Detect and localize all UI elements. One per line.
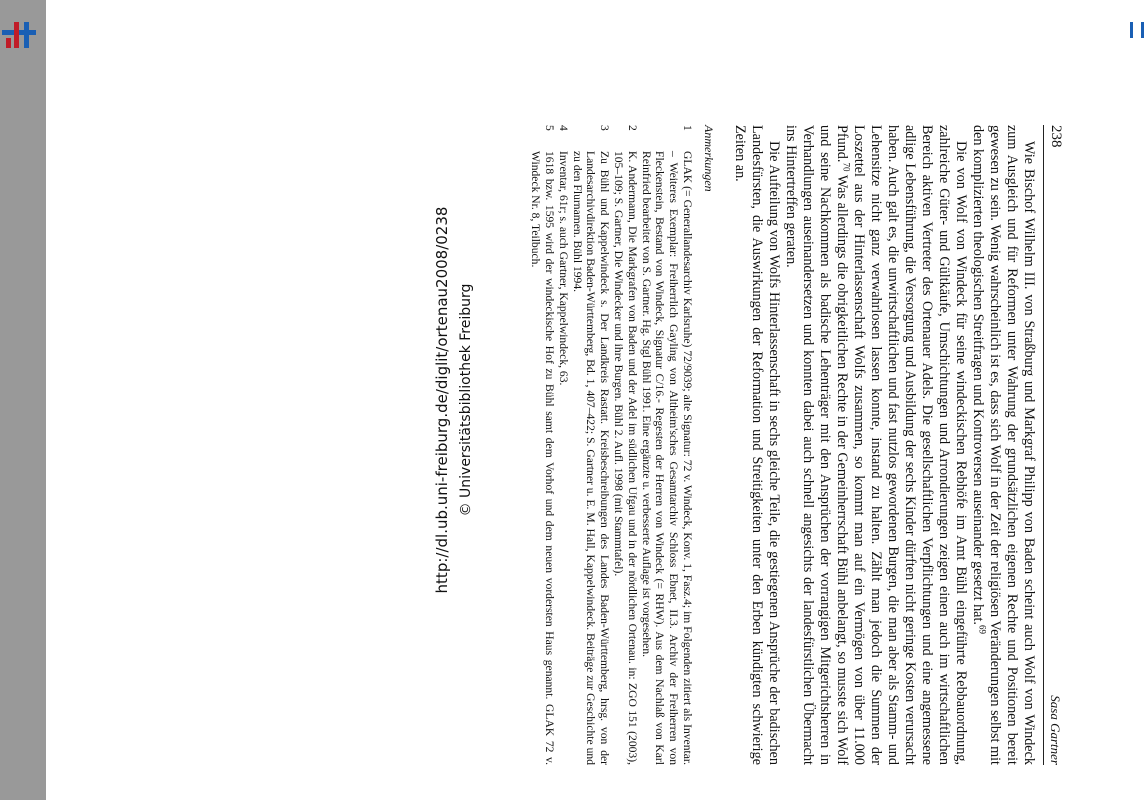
copyright-notice: © Universitätsbibliothek Freiburg: [458, 283, 474, 517]
right-edge-strip: [1130, 0, 1148, 800]
page-header: [1043, 125, 1064, 765]
footnote: 1 GLAK (= Generallandesarchiv Karlsruhe) 72/9039; alte Signatur: 72 v. Windeck, Konv. 1, Fasz.4; im Folgenden zitiert als Inventar. – Weiteres Exemplar: Freiherrlich Gayling von Altheim'sches Gesamtarchiv Schloss Ebnet, II.3. Archiv der Freiherren von Fleckenstein, Bestand von Windeck, Signatur C/16.- Regesten der Herren von Windeck (= RHW). Aus dem Nachlaß von Karl Reinfried bearbeitet von S. Gartner. Hg. Stgl Bühl 1991. Eine ergänzte u. verbesserte Auflage ist vorgesehen.: [639, 125, 694, 765]
body-text: [731, 125, 1037, 765]
left-sidebar-strip: [0, 0, 46, 800]
footnote: 2 K. Andermann, Die Markgrafen von Baden und der Adel im südlichen Ufgau und in der nördlichen Ortenau. in: ZGO 151 (2003), 105–109; S. Gartner, Die Windecker und ihre Burgen. Bühl 2. Aufl. 1998 (mit Stammtafel).: [612, 125, 639, 765]
footnote: 3 Zu Bühl und Kappelwindeck s. Der Landkreis Rastatt. Kreisbeschreibungen des Landes Baden-Württemberg, hrsg. von der Landesarchivdirektion Baden-Württemberg, Bd. 1, 407–422; S. Gartner u. E. M. Hall, Kappelwindeck. Beiträge zur Geschichte und zu den Flurnamen. Bühl 1994.: [570, 125, 612, 765]
footnote: 5 1618 bzw. 1595 wird der windeckische Hof zu Bühl samt dem Vorhof und dem neuen vordersten Haus genannt. GLAK 72 v. Windeck Nr. 8, Teilbuch.: [529, 125, 557, 765]
page-number: 238: [1048, 125, 1064, 148]
running-author: Sasa Gartner: [1048, 695, 1063, 765]
document-url[interactable]: http://dl.ub.uni-freiburg.de/diglit/ortenau2008/0238: [433, 206, 451, 594]
footnote-ref: 70: [841, 162, 852, 172]
corner-mark-icon: [1130, 22, 1144, 38]
paragraph: Die von Wolf von Windeck für seine windeckischen Rebhöfe im Amt Bühl eingeführte Rebbauordnung, zahlreiche Güter- und Gültkäufe, Umschichtungen und Arrondierungen zeigen einen auch im wirtschaftlichen Bereich aktiven Vertreter des Ortenauer Adels. Die gesellschaftlichen Verpflichtungen und eine angemessene adlige Lebensführung, die Versorgung und Ausbildung der sechs Kinder dürften nicht geringe Kosten verursacht haben. Auch galt es, die unwirtschaftlichen und fast nutzlos gewordenen Burgen, die man aber als Stamm- und Lehensitze nicht ganz verwahrlosen lassen konnte, instand zu halten. Zählt man jedoch die Summen der Loszettel aus der Hinterlassenschaft Wolfs zusammen, so kommt man auf ein Vermögen von über 11.000 Pfund.$^{70}$ Was allerdings die obrigkeitlichen Rechte in der Gemeinherrschaft Bühl anbelangt, so musste sich Wolf und seine Nachkommen als badische Lehenträger mit den Ansprüchen der vorrangigen Mitgerichtsherren in Verhandlungen auseinandersetzen und konnten dabei auch schnell angesichts der landesfürstlichen Übermacht ins Hintertreffen geraten.: [783, 125, 969, 765]
library-logo-icon: [0, 18, 40, 52]
document-page: [464, 125, 1064, 765]
footnotes: [528, 125, 694, 765]
paragraph: Die Aufteilung von Wolfs Hinterlassenschaft in sechs gleiche Teile, die gestiegenen Ansprüche der badischen Landesfürsten, die Auswirkungen der Reformation und Streitigkeiten unter den Erben kündigten schwierige Zeiten an.: [732, 125, 782, 765]
footnote-ref: 69: [977, 624, 988, 634]
paragraph: Wie Bischof Wilhelm III. von Straßburg und Markgraf Philipp von Baden scheint auch Wolf von Windeck zum Ausgleich und für Reformen unter Wahrung der grundsätzlichen eigenen Rechte und Positionen bereit gewesen zu sein. Wenig wahrscheinlich ist es, dass sich Wolf in der Zeit der religiösen Veränderungen selbst mit den komplizierten theologischen Streitfragen und Kontroversen auseinander gesetzt hat.$^{69}$: [970, 125, 1037, 765]
footnote: 4 Inventar, 61r; s. auch Gartner, Kappelwindeck, 63.: [556, 125, 570, 386]
notes-heading: Anmerkungen: [702, 125, 716, 192]
